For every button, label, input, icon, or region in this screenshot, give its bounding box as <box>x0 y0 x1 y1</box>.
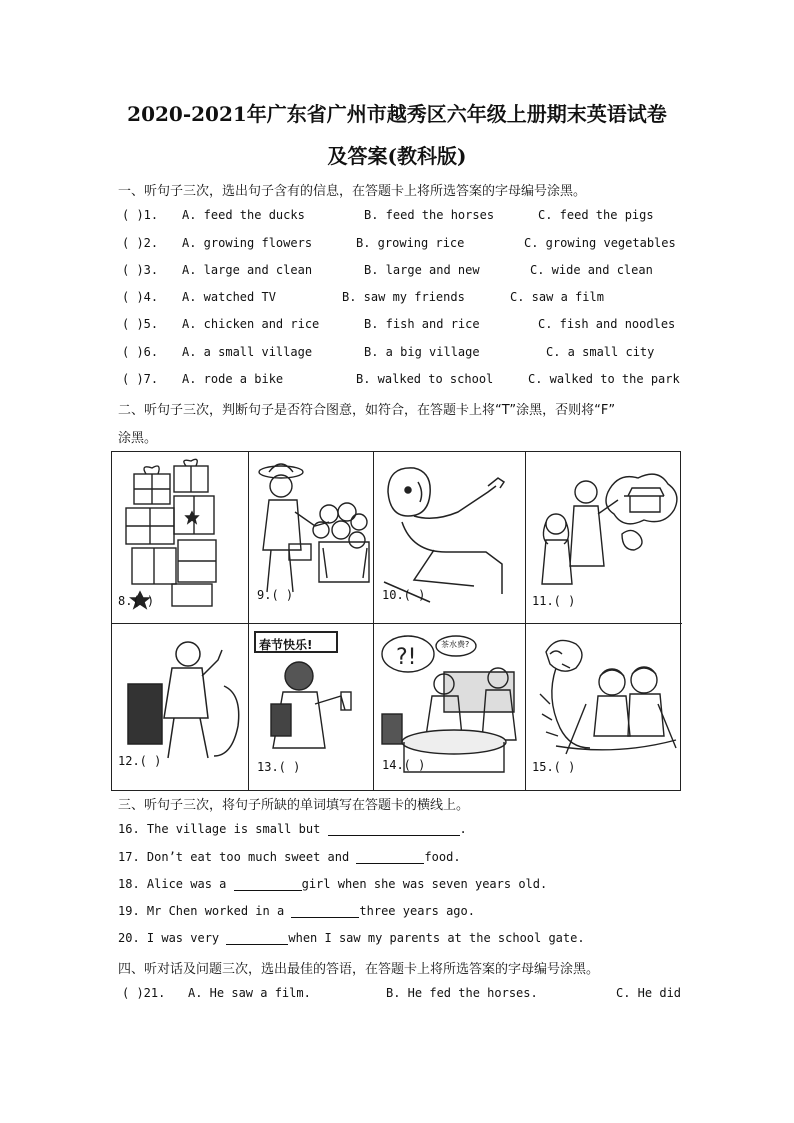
answer-blank[interactable] <box>234 878 302 891</box>
question-row <box>118 208 688 226</box>
sentence-start: 18. Alice was a <box>118 877 234 891</box>
fill-blank-20 <box>118 931 585 945</box>
fill-blank-17 <box>118 850 461 864</box>
question-number: ( )3. <box>122 263 159 277</box>
sentence-end: girl when she was seven years old. <box>301 877 548 891</box>
option-a: A. feed the ducks <box>182 208 305 222</box>
section3-instruction: 三、听句子三次，将句子所缺的单词填写在答题卡的横线上。 <box>118 798 470 813</box>
picture-label: 8.( ) <box>118 594 155 608</box>
option-b: B. feed the horses <box>364 208 495 222</box>
question-number: ( )4. <box>122 290 159 304</box>
option-b: B. saw my friends <box>342 290 465 304</box>
picture-label: 12.( ) <box>118 754 162 768</box>
answer-blank[interactable] <box>356 851 424 864</box>
svg-text:?!: ?! <box>396 645 417 670</box>
question-row <box>118 317 688 335</box>
picture-15-dragon-boat <box>526 624 682 790</box>
picture-label: 14.( ) <box>382 758 426 772</box>
option-c: C. a small city <box>546 345 655 359</box>
sentence-end: when I saw my parents at the school gate. <box>288 931 585 945</box>
picture-label: 9.( ) <box>257 588 294 602</box>
question-row <box>118 290 688 308</box>
option-c: C. feed the pigs <box>538 208 654 222</box>
banner-text: 春节快乐! <box>259 638 313 652</box>
picture-14-restaurant <box>374 624 526 790</box>
option-b: B. fish and rice <box>364 317 480 331</box>
sentence-end: three years ago. <box>359 904 475 918</box>
speech-bubble-text: 茶水费? <box>441 640 470 649</box>
question-number: ( )2. <box>122 236 159 250</box>
section1-instruction: 一、听句子三次，选出句子含有的信息，在答题卡上将所选答案的字母编号涂黑。 <box>118 184 587 199</box>
picture-grid <box>111 451 681 791</box>
option-a: A. He saw a film. <box>188 986 311 1000</box>
picture-8-gifts <box>112 452 249 624</box>
sentence-start: 20. I was very <box>118 931 227 945</box>
option-c: C. He did <box>616 986 682 1000</box>
option-b: B. large and new <box>364 263 480 277</box>
picture-label: 11.( ) <box>532 594 576 608</box>
option-a: A. rode a bike <box>182 372 284 386</box>
fill-blank-19 <box>118 904 475 918</box>
option-c: C. fish and noodles <box>538 317 676 331</box>
sentence-end: food. <box>424 850 461 864</box>
option-a: A. growing flowers <box>182 236 313 250</box>
sentence-start: 17. Don’t eat too much sweet and <box>118 850 357 864</box>
picture-label: 10.( ) <box>382 588 426 602</box>
picture-10-man <box>374 452 526 624</box>
picture-11-tiananmen <box>526 452 682 624</box>
question-number: ( )6. <box>122 345 159 359</box>
option-c: C. walked to the park <box>528 372 680 386</box>
section2-instruction: 二、听句子三次，判断句子是否符合图意，如符合，在答题卡上将“T”涂黑，否则将“F” <box>118 403 616 418</box>
question-number: ( )21. <box>122 986 166 1000</box>
sentence-start: 16. The village is small but <box>118 822 328 836</box>
option-b: B. growing rice <box>356 236 465 250</box>
picture-label: 13.( ) <box>257 760 301 774</box>
option-b: B. a big village <box>364 345 480 359</box>
option-c: C. growing vegetables <box>524 236 676 250</box>
option-b: B. He fed the horses. <box>386 986 538 1000</box>
question-row <box>118 236 688 254</box>
option-a: A. chicken and rice <box>182 317 320 331</box>
option-a: A. a small village <box>182 345 313 359</box>
section2-instruction-cont: 涂黑。 <box>118 431 158 446</box>
page-subtitle: 及答案(教科版) <box>327 144 467 168</box>
sentence-start: 19. Mr Chen worked in a <box>118 904 292 918</box>
question-row <box>118 986 688 1004</box>
question-number: ( )1. <box>122 208 159 222</box>
option-a: A. watched TV <box>182 290 276 304</box>
option-c: C. wide and clean <box>530 263 653 277</box>
question-number: ( )7. <box>122 372 159 386</box>
answer-blank[interactable] <box>291 905 359 918</box>
fill-blank-16 <box>118 822 467 836</box>
question-row <box>118 372 688 390</box>
option-a: A. large and clean <box>182 263 313 277</box>
picture-9-gardener <box>249 452 374 624</box>
picture-label: 15.( ) <box>532 760 576 774</box>
picture-12-office <box>112 624 249 790</box>
page-title: 2020-2021年广东省广州市越秀区六年级上册期末英语试卷 <box>127 102 667 126</box>
answer-blank[interactable] <box>226 932 288 945</box>
question-number: ( )5. <box>122 317 159 331</box>
fill-blank-18 <box>118 877 547 891</box>
option-c: C. saw a film <box>510 290 604 304</box>
option-b: B. walked to school <box>356 372 494 386</box>
answer-blank[interactable] <box>328 823 460 836</box>
question-row <box>118 345 688 363</box>
sentence-end: . <box>459 822 467 836</box>
picture-13-spring-festival <box>249 624 374 790</box>
section4-instruction: 四、听对话及问题三次，选出最佳的答语，在答题卡上将所选答案的字母编号涂黑。 <box>118 962 600 977</box>
question-row <box>118 263 688 281</box>
